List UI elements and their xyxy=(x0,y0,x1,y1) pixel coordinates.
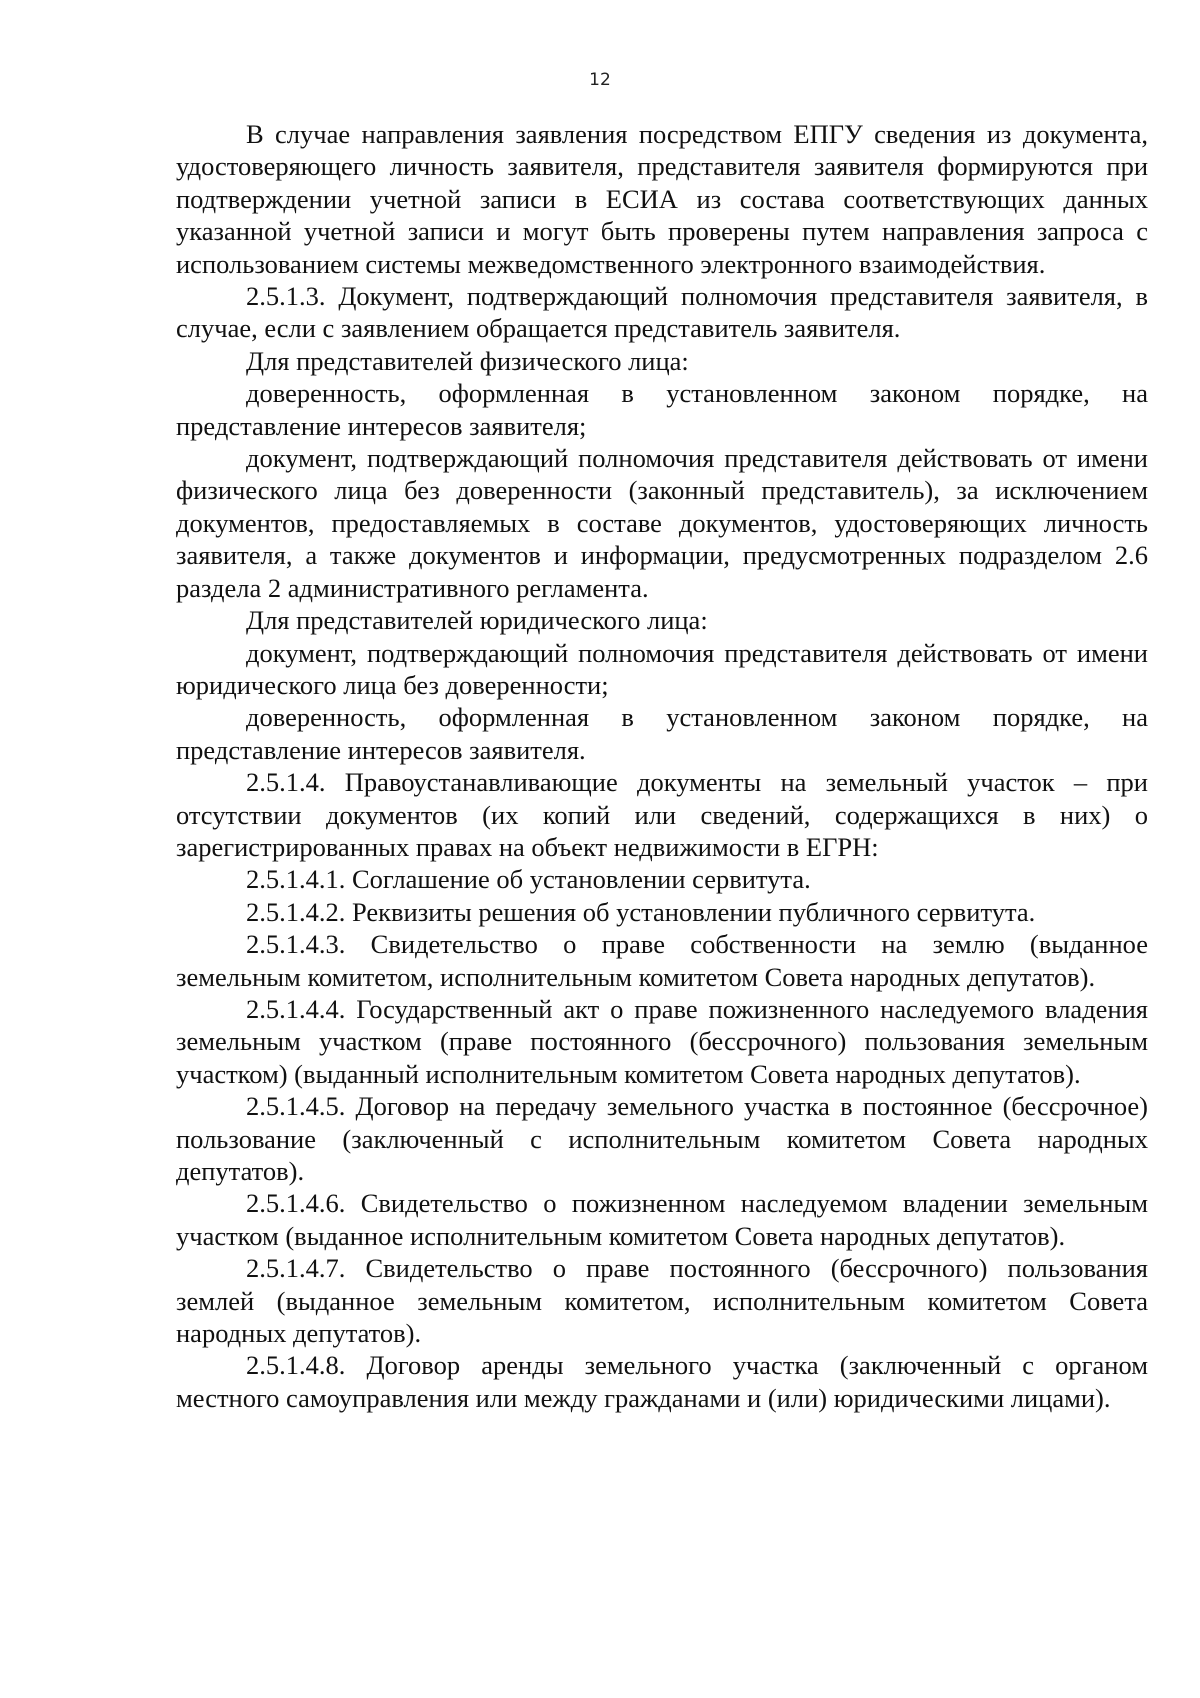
paragraph-epgu-info: В случае направления заявления посредством ЕПГУ сведения из документа, удостоверяющего личность заявителя, представителя заявителя формируются при подтверждении учетной записи в ЕСИА из состава соответствующих данных указанной учетной записи и могут быть проверены путем направления запроса с использованием системы межведомственного электронного взаимодействия. xyxy=(176,119,1148,279)
paragraph-2-5-1-4-5: 2.5.1.4.5. Договор на передачу земельного участка в постоянное (бессрочное) пользование (заключенный с исполнительным комитетом Совета народных депутатов). xyxy=(176,1091,1148,1186)
paragraph-individual-representatives: Для представителей физического лица: xyxy=(246,345,689,376)
paragraph-2-5-1-4-2: 2.5.1.4.2. Реквизиты решения об установлении публичного сервитута. xyxy=(246,896,1036,927)
paragraph-2-5-1-4-6: 2.5.1.4.6. Свидетельство о пожизненном наследуемом владении земельным участком (выданное исполнительным комитетом Совета народных депутатов). xyxy=(176,1188,1148,1251)
paragraph-legal-entity-representatives: Для представителей юридического лица: xyxy=(246,605,708,636)
document-body xyxy=(176,118,1148,1414)
paragraph-2-5-1-4-8: 2.5.1.4.8. Договор аренды земельного участка (заключенный с органом местного самоуправления или между гражданами и (или) юридическими лицами). xyxy=(176,1350,1148,1413)
paragraph-2-5-1-3: 2.5.1.3. Документ, подтверждающий полномочия представителя заявителя, в случае, если с заявлением обращается представитель заявителя. xyxy=(176,281,1148,344)
paragraph-2-5-1-4-4: 2.5.1.4.4. Государственный акт о праве пожизненного наследуемого владения земельным участком (праве постоянного (бессрочного) пользования земельным участком) (выданный исполнительным комитетом Совета народных депутатов). xyxy=(176,993,1148,1089)
paragraph-2-5-1-4: 2.5.1.4. Правоустанавливающие документы на земельный участок – при отсутствии документов (их копий или сведений, содержащихся в них) о зарегистрированных правах на объект недвижимости в ЕГРН: xyxy=(176,767,1148,862)
paragraph-legal-representative-document: документ, подтверждающий полномочия представителя действовать от имени физического лица без доверенности (законный представитель), за исключением документов, предоставляемых в составе документов, удостоверяющих личность заявителя, а также документов и информации, предусмотренных подразделом 2.6 раздела 2 административного регламента. xyxy=(176,443,1148,603)
paragraph-2-5-1-4-3: 2.5.1.4.3. Свидетельство о праве собственности на землю (выданное земельным комитетом, исполнительным комитетом Совета народных депутатов). xyxy=(176,929,1148,992)
paragraph-power-of-attorney-individual: доверенность, оформленная в установленном законом порядке, на представление интересов заявителя; xyxy=(176,378,1148,441)
page-number: 12 xyxy=(589,70,611,90)
paragraph-legal-entity-authority-document: документ, подтверждающий полномочия представителя действовать от имени юридического лица без доверенности; xyxy=(176,637,1148,700)
paragraph-2-5-1-4-7: 2.5.1.4.7. Свидетельство о праве постоянного (бессрочного) пользования землей (выданное земельным комитетом, исполнительным комитетом Совета народных депутатов). xyxy=(176,1253,1148,1349)
paragraph-power-of-attorney-legal-entity: доверенность, оформленная в установленном законом порядке, на представление интересов заявителя. xyxy=(176,702,1148,765)
paragraph-2-5-1-4-1: 2.5.1.4.1. Соглашение об установлении сервитута. xyxy=(246,864,811,895)
